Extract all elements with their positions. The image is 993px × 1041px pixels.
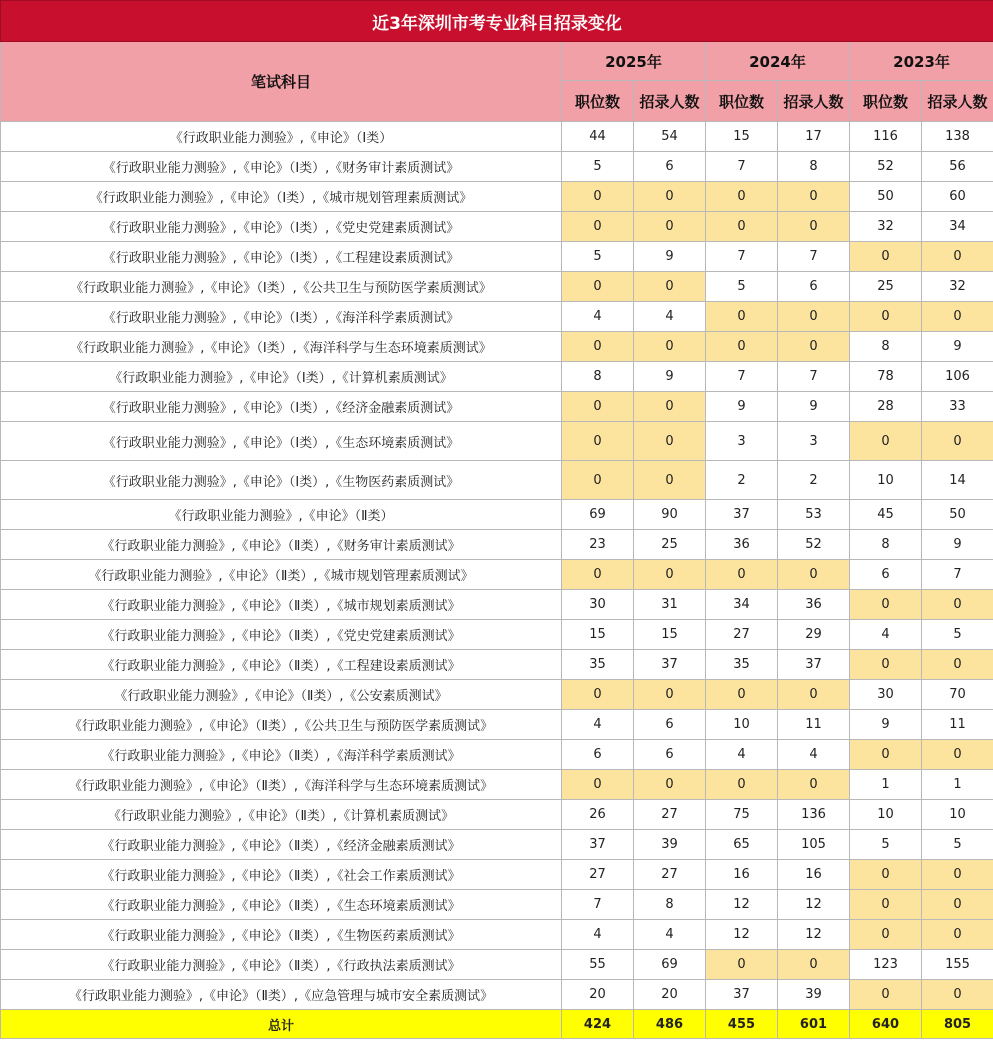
positions-cell: 0	[850, 422, 922, 461]
positions-cell: 26	[562, 800, 634, 830]
positions-cell: 44	[562, 122, 634, 152]
positions-cell: 0	[562, 272, 634, 302]
recruits-cell: 6	[778, 272, 850, 302]
positions-cell: 4	[562, 710, 634, 740]
positions-cell: 16	[706, 860, 778, 890]
recruits-cell: 6	[634, 740, 706, 770]
positions-cell: 30	[562, 590, 634, 620]
table-row	[1, 182, 993, 212]
table-row	[1, 620, 993, 650]
subject-cell: 《行政职业能力测验》,《申论》（Ⅰ类）,《计算机素质测试》	[1, 362, 562, 392]
positions-cell: 5	[562, 152, 634, 182]
positions-cell: 3	[706, 422, 778, 461]
positions-cell: 37	[706, 980, 778, 1010]
recruits-cell: 0	[922, 920, 993, 950]
positions-cell: 4	[850, 620, 922, 650]
recruits-cell: 0	[634, 560, 706, 590]
positions-cell: 0	[706, 332, 778, 362]
recruits-cell: 0	[922, 860, 993, 890]
table-row	[1, 272, 993, 302]
recruits-cell: 0	[634, 392, 706, 422]
positions-cell: 0	[562, 392, 634, 422]
subject-cell: 《行政职业能力测验》,《申论》（Ⅱ类）,《城市规划管理素质测试》	[1, 560, 562, 590]
subject-cell: 《行政职业能力测验》,《申论》（Ⅱ类）,《公共卫生与预防医学素质测试》	[1, 710, 562, 740]
subject-cell: 《行政职业能力测验》,《申论》（Ⅱ类）,《海洋科学与生态环境素质测试》	[1, 770, 562, 800]
positions-cell: 0	[706, 182, 778, 212]
recruits-cell: 106	[922, 362, 993, 392]
positions-cell: 5	[562, 242, 634, 272]
recruits-cell: 5	[922, 620, 993, 650]
positions-cell: 6	[562, 740, 634, 770]
recruits-cell: 27	[634, 800, 706, 830]
recruits-cell: 0	[634, 461, 706, 500]
total-cell: 805	[922, 1010, 993, 1039]
positions-cell: 7	[562, 890, 634, 920]
positions-cell: 0	[850, 980, 922, 1010]
positions-header: 职位数	[562, 81, 634, 122]
recruits-cell: 105	[778, 830, 850, 860]
table-row	[1, 770, 993, 800]
table-row	[1, 560, 993, 590]
positions-cell: 0	[850, 590, 922, 620]
total-row	[1, 1010, 993, 1039]
recruits-cell: 8	[634, 890, 706, 920]
recruits-cell: 16	[778, 860, 850, 890]
recruits-cell: 12	[778, 890, 850, 920]
table-body	[1, 122, 993, 1010]
positions-cell: 36	[706, 530, 778, 560]
positions-cell: 34	[706, 590, 778, 620]
recruits-cell: 17	[778, 122, 850, 152]
table-row	[1, 830, 993, 860]
positions-cell: 23	[562, 530, 634, 560]
recruits-cell: 39	[778, 980, 850, 1010]
recruits-cell: 6	[634, 710, 706, 740]
positions-cell: 0	[850, 890, 922, 920]
positions-cell: 0	[706, 302, 778, 332]
recruits-cell: 50	[922, 500, 993, 530]
positions-cell: 0	[850, 920, 922, 950]
subject-cell: 《行政职业能力测验》,《申论》（Ⅱ类）,《公安素质测试》	[1, 680, 562, 710]
recruits-cell: 25	[634, 530, 706, 560]
table-row	[1, 500, 993, 530]
recruits-cell: 37	[634, 650, 706, 680]
positions-cell: 0	[706, 770, 778, 800]
positions-cell: 0	[706, 560, 778, 590]
recruits-cell: 4	[778, 740, 850, 770]
recruits-cell: 11	[778, 710, 850, 740]
table-row	[1, 242, 993, 272]
positions-cell: 27	[706, 620, 778, 650]
recruits-cell: 1	[922, 770, 993, 800]
subject-cell: 《行政职业能力测验》,《申论》（Ⅰ类）,《生物医药素质测试》	[1, 461, 562, 500]
recruits-cell: 9	[634, 242, 706, 272]
positions-cell: 30	[850, 680, 922, 710]
subject-cell: 《行政职业能力测验》,《申论》（Ⅱ类）,《财务审计素质测试》	[1, 530, 562, 560]
positions-cell: 9	[706, 392, 778, 422]
table-row	[1, 980, 993, 1010]
positions-cell: 10	[706, 710, 778, 740]
recruits-header: 招录人数	[922, 81, 993, 122]
subject-cell: 《行政职业能力测验》,《申论》（Ⅰ类）,《生态环境素质测试》	[1, 422, 562, 461]
recruits-cell: 54	[634, 122, 706, 152]
recruits-cell: 0	[922, 740, 993, 770]
table-row	[1, 122, 993, 152]
positions-cell: 1	[850, 770, 922, 800]
table-row	[1, 920, 993, 950]
recruits-cell: 9	[634, 362, 706, 392]
table-row	[1, 860, 993, 890]
table-row	[1, 950, 993, 980]
positions-cell: 8	[850, 530, 922, 560]
positions-cell: 7	[706, 242, 778, 272]
subject-cell: 《行政职业能力测验》,《申论》（Ⅱ类）,《应急管理与城市安全素质测试》	[1, 980, 562, 1010]
table-row	[1, 302, 993, 332]
positions-cell: 7	[706, 152, 778, 182]
subject-cell: 《行政职业能力测验》,《申论》（Ⅰ类）,《财务审计素质测试》	[1, 152, 562, 182]
table-row	[1, 332, 993, 362]
recruits-cell: 34	[922, 212, 993, 242]
recruits-cell: 39	[634, 830, 706, 860]
subject-cell: 《行政职业能力测验》,《申论》（Ⅰ类）,《海洋科学素质测试》	[1, 302, 562, 332]
subject-cell: 《行政职业能力测验》,《申论》（Ⅱ类）,《计算机素质测试》	[1, 800, 562, 830]
recruits-cell: 4	[634, 920, 706, 950]
positions-cell: 75	[706, 800, 778, 830]
total-cell: 486	[634, 1010, 706, 1039]
recruits-cell: 32	[922, 272, 993, 302]
recruits-cell: 37	[778, 650, 850, 680]
recruits-cell: 8	[778, 152, 850, 182]
subject-cell: 《行政职业能力测验》,《申论》（Ⅰ类）,《海洋科学与生态环境素质测试》	[1, 332, 562, 362]
subject-cell: 《行政职业能力测验》,《申论》（Ⅰ类）,《公共卫生与预防医学素质测试》	[1, 272, 562, 302]
positions-cell: 37	[706, 500, 778, 530]
recruits-cell: 0	[778, 182, 850, 212]
positions-cell: 8	[850, 332, 922, 362]
positions-cell: 0	[850, 302, 922, 332]
table-row	[1, 212, 993, 242]
subject-cell: 《行政职业能力测验》,《申论》（Ⅰ类）,《党史党建素质测试》	[1, 212, 562, 242]
positions-cell: 0	[850, 650, 922, 680]
recruits-cell: 0	[778, 770, 850, 800]
table-row	[1, 461, 993, 500]
subject-cell: 《行政职业能力测验》,《申论》（Ⅰ类）	[1, 122, 562, 152]
positions-cell: 9	[850, 710, 922, 740]
positions-cell: 5	[850, 830, 922, 860]
positions-cell: 25	[850, 272, 922, 302]
subject-cell: 《行政职业能力测验》,《申论》（Ⅰ类）,《城市规划管理素质测试》	[1, 182, 562, 212]
positions-cell: 37	[562, 830, 634, 860]
recruits-cell: 0	[634, 680, 706, 710]
recruits-cell: 0	[778, 950, 850, 980]
recruits-cell: 7	[778, 242, 850, 272]
recruits-header: 招录人数	[778, 81, 850, 122]
recruits-cell: 11	[922, 710, 993, 740]
positions-cell: 0	[562, 212, 634, 242]
recruits-cell: 69	[634, 950, 706, 980]
recruits-cell: 31	[634, 590, 706, 620]
positions-cell: 5	[706, 272, 778, 302]
total-cell: 455	[706, 1010, 778, 1039]
subject-cell: 《行政职业能力测验》,《申论》（Ⅱ类）,《社会工作素质测试》	[1, 860, 562, 890]
positions-cell: 2	[706, 461, 778, 500]
positions-cell: 0	[562, 461, 634, 500]
year-header-2024: 2024年	[706, 42, 850, 81]
recruits-cell: 0	[778, 302, 850, 332]
recruits-cell: 0	[634, 332, 706, 362]
table-row	[1, 740, 993, 770]
positions-cell: 123	[850, 950, 922, 980]
recruits-cell: 33	[922, 392, 993, 422]
recruits-cell: 9	[778, 392, 850, 422]
subject-cell: 《行政职业能力测验》,《申论》（Ⅱ类）	[1, 500, 562, 530]
table-row	[1, 590, 993, 620]
recruits-cell: 0	[922, 890, 993, 920]
recruits-cell: 0	[922, 302, 993, 332]
positions-cell: 65	[706, 830, 778, 860]
table-row	[1, 530, 993, 560]
positions-cell: 69	[562, 500, 634, 530]
table-row	[1, 890, 993, 920]
positions-cell: 0	[562, 770, 634, 800]
subject-header: 笔试科目	[1, 42, 562, 122]
recruits-cell: 70	[922, 680, 993, 710]
recruits-cell: 138	[922, 122, 993, 152]
subject-cell: 《行政职业能力测验》,《申论》（Ⅱ类）,《城市规划素质测试》	[1, 590, 562, 620]
recruits-cell: 0	[634, 770, 706, 800]
positions-cell: 50	[850, 182, 922, 212]
recruits-cell: 9	[922, 530, 993, 560]
positions-cell: 15	[562, 620, 634, 650]
recruits-cell: 0	[778, 560, 850, 590]
positions-cell: 52	[850, 152, 922, 182]
recruits-cell: 0	[922, 422, 993, 461]
positions-cell: 35	[562, 650, 634, 680]
year-header-2025: 2025年	[562, 42, 706, 81]
recruits-cell: 9	[922, 332, 993, 362]
recruits-cell: 27	[634, 860, 706, 890]
recruits-cell: 60	[922, 182, 993, 212]
total-cell: 424	[562, 1010, 634, 1039]
positions-cell: 4	[562, 920, 634, 950]
subject-cell: 《行政职业能力测验》,《申论》（Ⅱ类）,《党史党建素质测试》	[1, 620, 562, 650]
positions-cell: 28	[850, 392, 922, 422]
recruits-cell: 2	[778, 461, 850, 500]
recruits-cell: 36	[778, 590, 850, 620]
year-header-2023: 2023年	[850, 42, 993, 81]
positions-cell: 45	[850, 500, 922, 530]
positions-cell: 0	[562, 182, 634, 212]
positions-cell: 0	[562, 680, 634, 710]
recruits-cell: 0	[634, 272, 706, 302]
table-row	[1, 422, 993, 461]
positions-cell: 0	[850, 242, 922, 272]
positions-cell: 15	[706, 122, 778, 152]
subject-cell: 《行政职业能力测验》,《申论》（Ⅱ类）,《行政执法素质测试》	[1, 950, 562, 980]
positions-cell: 0	[850, 860, 922, 890]
positions-cell: 12	[706, 890, 778, 920]
recruits-cell: 52	[778, 530, 850, 560]
table-row	[1, 362, 993, 392]
positions-cell: 0	[706, 212, 778, 242]
table-title: 近3年深圳市考专业科目招录变化	[1, 1, 993, 42]
positions-cell: 35	[706, 650, 778, 680]
recruits-cell: 12	[778, 920, 850, 950]
table-row	[1, 152, 993, 182]
recruits-cell: 5	[922, 830, 993, 860]
positions-cell: 78	[850, 362, 922, 392]
recruits-cell: 0	[922, 590, 993, 620]
recruits-cell: 155	[922, 950, 993, 980]
total-label: 总计	[1, 1010, 562, 1039]
positions-cell: 4	[706, 740, 778, 770]
total-cell: 601	[778, 1010, 850, 1039]
positions-cell: 10	[850, 461, 922, 500]
recruits-cell: 0	[634, 422, 706, 461]
positions-cell: 20	[562, 980, 634, 1010]
recruits-cell: 10	[922, 800, 993, 830]
subject-cell: 《行政职业能力测验》,《申论》（Ⅱ类）,《生态环境素质测试》	[1, 890, 562, 920]
recruits-cell: 20	[634, 980, 706, 1010]
recruits-cell: 136	[778, 800, 850, 830]
positions-cell: 4	[562, 302, 634, 332]
total-cell: 640	[850, 1010, 922, 1039]
table-row	[1, 392, 993, 422]
table-row	[1, 650, 993, 680]
table-row	[1, 800, 993, 830]
recruits-cell: 0	[778, 332, 850, 362]
recruits-cell: 0	[922, 650, 993, 680]
recruits-cell: 15	[634, 620, 706, 650]
subject-cell: 《行政职业能力测验》,《申论》（Ⅱ类）,《工程建设素质测试》	[1, 650, 562, 680]
recruits-cell: 90	[634, 500, 706, 530]
recruits-cell: 4	[634, 302, 706, 332]
subject-cell: 《行政职业能力测验》,《申论》（Ⅱ类）,《海洋科学素质测试》	[1, 740, 562, 770]
recruits-cell: 53	[778, 500, 850, 530]
recruits-cell: 7	[778, 362, 850, 392]
positions-cell: 10	[850, 800, 922, 830]
positions-cell: 27	[562, 860, 634, 890]
positions-cell: 0	[706, 950, 778, 980]
subject-cell: 《行政职业能力测验》,《申论》（Ⅰ类）,《经济金融素质测试》	[1, 392, 562, 422]
positions-cell: 0	[562, 422, 634, 461]
table-row	[1, 710, 993, 740]
positions-cell: 0	[850, 740, 922, 770]
recruits-cell: 0	[634, 212, 706, 242]
positions-cell: 12	[706, 920, 778, 950]
table-row	[1, 680, 993, 710]
positions-cell: 116	[850, 122, 922, 152]
recruits-cell: 0	[922, 980, 993, 1010]
recruits-cell: 0	[778, 212, 850, 242]
recruits-cell: 0	[778, 680, 850, 710]
positions-cell: 6	[850, 560, 922, 590]
positions-cell: 8	[562, 362, 634, 392]
recruits-cell: 56	[922, 152, 993, 182]
positions-header: 职位数	[850, 81, 922, 122]
positions-cell: 0	[562, 332, 634, 362]
recruits-cell: 0	[922, 242, 993, 272]
positions-cell: 55	[562, 950, 634, 980]
recruits-cell: 0	[634, 182, 706, 212]
recruits-cell: 14	[922, 461, 993, 500]
subject-cell: 《行政职业能力测验》,《申论》（Ⅱ类）,《生物医药素质测试》	[1, 920, 562, 950]
positions-cell: 0	[706, 680, 778, 710]
recruits-cell: 3	[778, 422, 850, 461]
recruits-cell: 7	[922, 560, 993, 590]
subject-cell: 《行政职业能力测验》,《申论》（Ⅰ类）,《工程建设素质测试》	[1, 242, 562, 272]
positions-cell: 32	[850, 212, 922, 242]
subject-cell: 《行政职业能力测验》,《申论》（Ⅱ类）,《经济金融素质测试》	[1, 830, 562, 860]
recruits-cell: 6	[634, 152, 706, 182]
positions-cell: 0	[562, 560, 634, 590]
recruits-cell: 29	[778, 620, 850, 650]
recruits-header: 招录人数	[634, 81, 706, 122]
positions-cell: 7	[706, 362, 778, 392]
positions-header: 职位数	[706, 81, 778, 122]
